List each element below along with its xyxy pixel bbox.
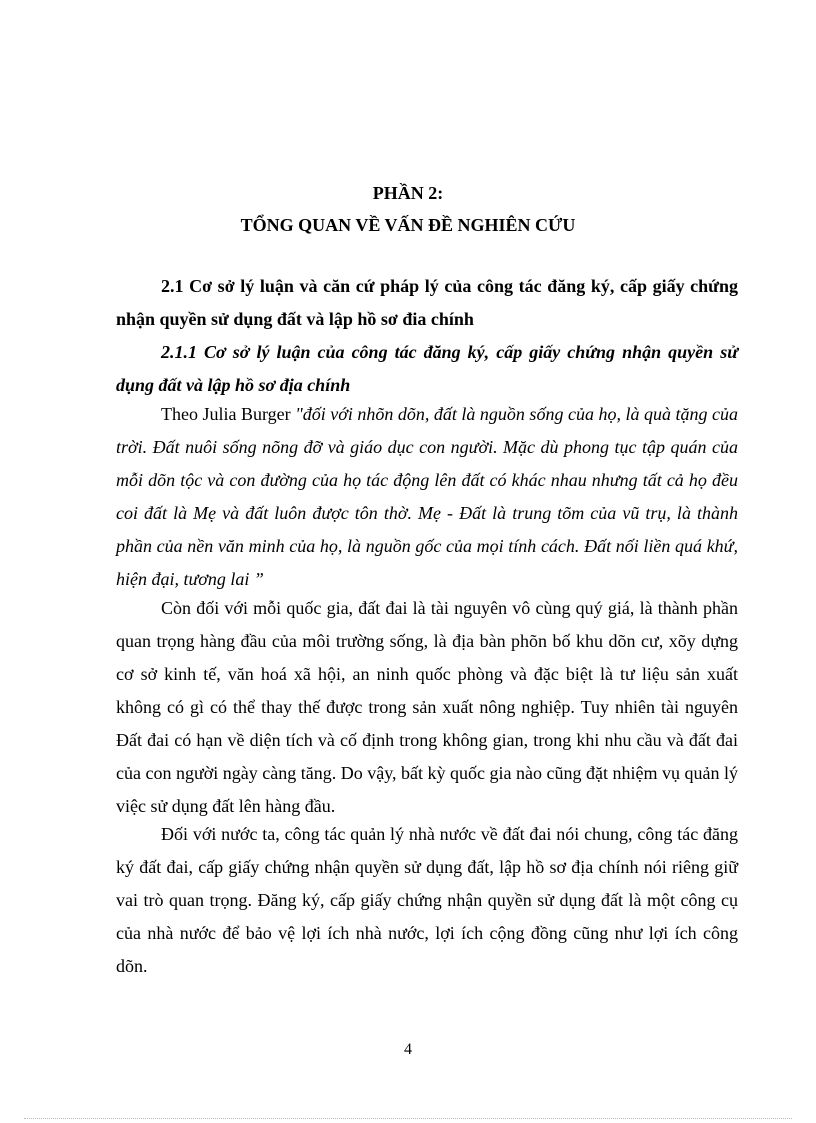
section-heading-2-1: 2.1 Cơ sở lý luận và căn cứ pháp lý của công tác đăng ký, cấp giấy chứng nhận quyền sử dụng đất và lập hồ sơ đia chính <box>116 276 738 329</box>
section-heading-2-1-1: 2.1.1 Cơ sở lý luận của công tác đăng ký, cấp giấy chứng nhận quyền sử dụng đất và lập hồ sơ địa chính <box>116 342 738 395</box>
paragraph-land-management: Đối với nước ta, công tác quản lý nhà nước về đất đai nói chung, công tác đăng ký đất đai, cấp giấy chứng nhận quyền sử dụng đất, lập hồ sơ địa chính nói riêng giữ vai trò quan trọng. Đăng ký, cấp giấy chứng nhận quyền sử dụng đất là một công cụ của nhà nước để bảo vệ lợi ích nhà nước, lợi ích cộng đồng cũng như lợi ích công dõn. <box>116 824 738 976</box>
paragraph-national-land: Còn đối với mỗi quốc gia, đất đai là tài nguyên vô cùng quý giá, là thành phần quan trọng hàng đầu của môi trường sống, là địa bàn phõn bố khu dõn cư, xõy dựng cơ sở kinh tế, văn hoá xã hội, an ninh quốc phòng và đặc biệt là tư liệu sản xuất không có gì có thể thay thế được trong sản xuất nông nghiệp. Tuy nhiên tài nguyên Đất đai có hạn về diện tích và cố định trong không gian, trong khi nhu cầu và đất đai của con người ngày càng tăng. Do vậy, bất kỳ quốc gia nào cũng đặt nhiệm vụ quản lý việc sử dụng đất lên hàng đầu. <box>116 598 738 816</box>
page-bottom-divider <box>24 1118 792 1119</box>
paragraph-prefix: Theo Julia Burger <box>161 404 296 424</box>
part-title: PHẦN 2: <box>372 183 444 203</box>
quotation: "đối với nhõn dõn, đất là nguồn sống của họ, là quà tặng của trời. Đất nuôi sống nõng đỡ và giáo dục con người. Mặc dù phong tục tập quán của mỗi dõn tộc và con đường của họ tác động lên đất có khác nhau nhưng tất cả họ đều coi đất là Mẹ và đất luôn được tôn thờ. Mẹ - Đất là trung tõm của vũ trụ, là thành phần của nền văn minh của họ, là nguồn gốc của mọi tính cách. Đất nối liền quá khứ, hiện đại, tương lai ” <box>116 404 738 589</box>
part-subtitle: TỔNG QUAN VỀ VẤN ĐỀ NGHIÊN CỨU <box>240 215 576 235</box>
paragraph-julia-burger <box>116 398 738 596</box>
page-number: 4 <box>404 1041 412 1058</box>
